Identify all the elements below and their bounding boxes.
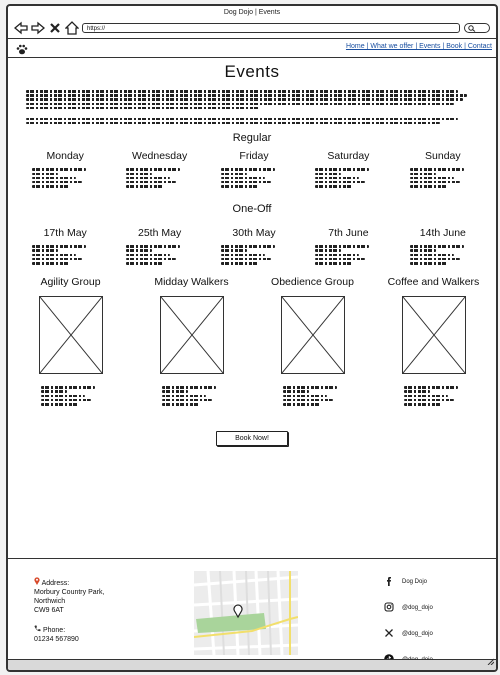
site-navigation bbox=[8, 39, 496, 58]
event-column bbox=[112, 227, 206, 266]
home-icon[interactable] bbox=[65, 21, 79, 40]
event-day: Friday bbox=[239, 150, 269, 163]
event-column bbox=[396, 150, 490, 189]
group-name: Agility Group bbox=[40, 276, 101, 289]
footer bbox=[8, 558, 496, 659]
groups-section bbox=[8, 276, 496, 407]
oneoff-heading: One-Off bbox=[232, 203, 272, 216]
group-card[interactable] bbox=[252, 276, 373, 407]
phone-label: Phone: bbox=[42, 627, 66, 634]
image-placeholder bbox=[160, 296, 224, 374]
social-x[interactable] bbox=[384, 621, 433, 647]
address-line-3: CW9 6AT bbox=[34, 607, 64, 614]
event-column bbox=[18, 150, 112, 189]
browser-window bbox=[6, 4, 498, 672]
event-date: 30th May bbox=[232, 227, 276, 240]
event-day: Monday bbox=[46, 150, 84, 163]
nav-links[interactable]: Home | What we offer | Events | Book | Contact bbox=[345, 43, 492, 50]
group-card[interactable] bbox=[373, 276, 494, 407]
image-placeholder bbox=[281, 296, 345, 374]
close-icon[interactable] bbox=[48, 21, 62, 40]
status-bar bbox=[8, 659, 496, 670]
event-column bbox=[207, 227, 301, 266]
group-name: Obedience Group bbox=[271, 276, 354, 289]
social-instagram[interactable] bbox=[384, 595, 433, 621]
regular-events bbox=[8, 150, 496, 189]
event-day: Wednesday bbox=[131, 150, 188, 163]
group-name: Coffee and Walkers bbox=[387, 276, 480, 289]
phone-number: 01234 567890 bbox=[34, 636, 79, 643]
location-map[interactable] bbox=[194, 571, 298, 655]
image-placeholder bbox=[402, 296, 466, 374]
instagram-icon bbox=[384, 602, 394, 614]
event-day: Saturday bbox=[327, 150, 370, 163]
paw-icon[interactable] bbox=[16, 42, 28, 60]
regular-heading: Regular bbox=[232, 132, 272, 145]
address-line-1: Morbury Country Park, bbox=[34, 589, 105, 596]
event-column bbox=[301, 150, 395, 189]
x-icon bbox=[384, 628, 394, 640]
event-date: 25th May bbox=[138, 227, 182, 240]
resize-icon[interactable] bbox=[486, 652, 494, 670]
image-placeholder bbox=[39, 296, 103, 374]
oneoff-events bbox=[8, 227, 496, 266]
url-input[interactable]: https:// bbox=[82, 23, 460, 33]
group-name: Midday Walkers bbox=[154, 276, 229, 289]
event-column bbox=[112, 150, 206, 189]
phone-block bbox=[34, 625, 79, 644]
social-x-label: @dog_dojo bbox=[402, 631, 433, 637]
search-box[interactable] bbox=[464, 23, 490, 33]
event-column bbox=[18, 227, 112, 266]
event-date: 7th June bbox=[328, 227, 369, 240]
address-block bbox=[34, 577, 104, 615]
event-column bbox=[396, 227, 490, 266]
forward-icon[interactable] bbox=[31, 21, 45, 40]
address-line-2: Northwich bbox=[34, 598, 66, 605]
book-now-button[interactable]: Book Now! bbox=[216, 431, 288, 446]
group-card[interactable] bbox=[131, 276, 252, 407]
page-title: Events bbox=[224, 62, 280, 81]
event-column bbox=[207, 150, 301, 189]
window-title: Dog Dojo | Events bbox=[223, 9, 281, 16]
back-icon[interactable] bbox=[14, 21, 28, 40]
phone-icon bbox=[34, 627, 41, 634]
group-card[interactable] bbox=[10, 276, 131, 407]
social-facebook-label: Dog Dojo bbox=[402, 579, 428, 585]
location-pin-icon bbox=[34, 580, 40, 587]
address-bar-row bbox=[8, 20, 496, 39]
intro-paragraph bbox=[26, 90, 476, 124]
social-links bbox=[384, 569, 433, 672]
event-date: 17th May bbox=[43, 227, 87, 240]
social-facebook[interactable] bbox=[384, 569, 433, 595]
event-date: 14th June bbox=[419, 227, 466, 240]
event-day: Sunday bbox=[425, 150, 461, 163]
event-column bbox=[301, 227, 395, 266]
facebook-icon bbox=[384, 576, 394, 588]
social-instagram-label: @dog_dojo bbox=[402, 605, 433, 611]
address-label: Address: bbox=[41, 580, 70, 587]
